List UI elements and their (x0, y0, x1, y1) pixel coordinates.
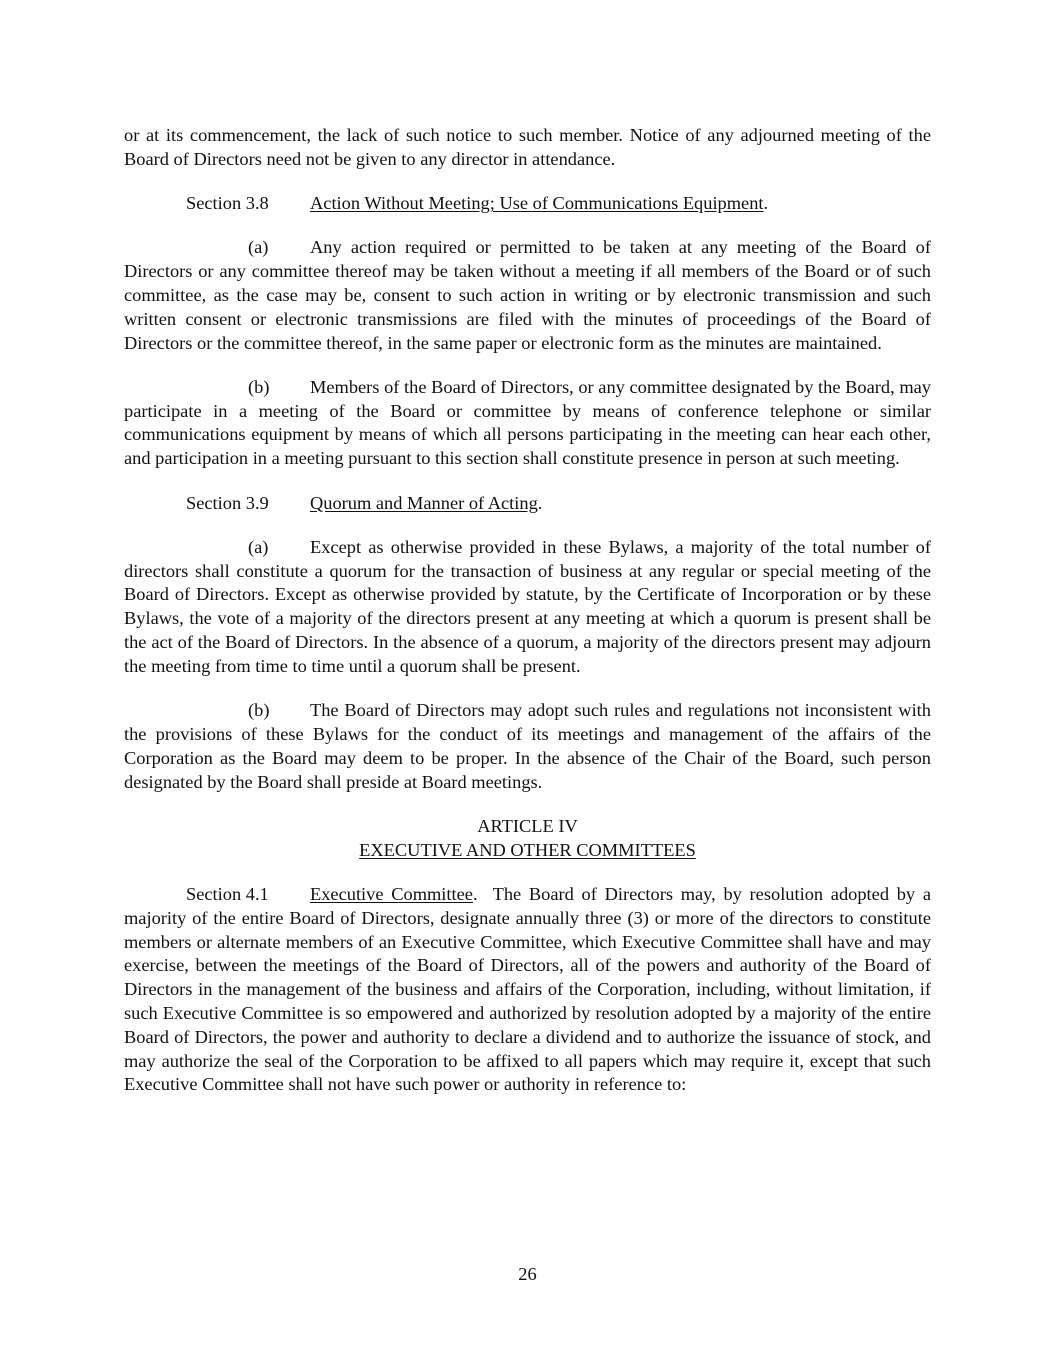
section-3-9-b-text: The Board of Directors may adopt such rules and regulations not inconsistent with the provisions of these Bylaws for the conduct of its meetings and management of the affairs of the Corporation as the Board may deem to be proper. In the absence of the Chair of the Board, such person designated by the Board shall preside at Board meetings. (124, 700, 931, 792)
section-3-9-number: Section 3.9 (186, 492, 269, 513)
article-4-heading: ARTICLE IV (477, 815, 578, 836)
section-3-8-number: Section 3.8 (186, 193, 269, 214)
section-4-1-text: The Board of Directors may, by resolution adopted by a majority of the entire Board of Directors, designate annually three (3) or more of the directors to constitute members or alternate members of an Executive Committee, which Executive Committee shall have and may exercise, between the meetings of the Board of Directors, all of the powers and authority of the Board of Directors in the management of the business and affairs of the Corporation, including, without limitation, if such Executive Committee is so empowered and authorized by resolution adopted by a majority of the entire Board of Directors, the power and authority to declare a dividend and to authorize the issuance of stock, and may authorize the seal of the Corporation to be affixed to all papers which may require it, except that such Executive Committee shall not have such power or authority in reference to: (124, 883, 931, 1095)
section-3-9-title: Quorum and Manner of Acting (310, 492, 538, 513)
section-4-1-title: Executive Committee (310, 883, 473, 904)
article-4-title (124, 839, 931, 863)
section-3-8-a-label: (a) (248, 237, 269, 258)
section-3-8-b (124, 376, 931, 471)
section-3-9-b-label: (b) (248, 700, 270, 721)
section-3-9-heading: Section 3.9 Quorum and Manner of Acting. (124, 492, 931, 516)
section-3-8-title: Action Without Meeting; Use of Communications Equipment (310, 193, 764, 214)
section-3-9-a-text: Except as otherwise provided in these Bylaws, a majority of the total number of directors shall constitute a quorum for the transaction of business at any regular or special meeting of the Board of Directors. Except as otherwise provided by statute, by the Certificate of Incorporation or by these Bylaws, the vote of a majority of the directors present at any meeting at which a quorum is present shall be the act of the Board of Directors. In the absence of a quorum, a majority of the directors present may adjourn the meeting from time to time until a quorum shall be present. (124, 536, 931, 676)
section-3-9-a (124, 536, 931, 679)
article-4-title-text: EXECUTIVE AND OTHER COMMITTEES (359, 839, 696, 860)
section-3-9-b (124, 699, 931, 794)
section-4-1-number: Section 4.1 (186, 883, 269, 904)
section-3-8-a (124, 236, 931, 355)
section-3-8-b-text: Members of the Board of Directors, or any committee designated by the Board, may participate in a meeting of the Board or committee by means of conference telephone or similar communications equipment by means of which all persons participating in the meeting can hear each other, and participation in a meeting pursuant to this section shall constitute presence in person at such meeting. (124, 376, 931, 469)
section-3-9-a-label: (a) (248, 536, 269, 557)
section-3-8-heading: Section 3.8 Action Without Meeting; Use of Communications Equipment. (124, 192, 931, 216)
document-page (124, 124, 931, 1097)
section-4-1: Section 4.1 Executive Committee. The Board of Directors may, by resolution adopted by a majority of the entire Board of Directors, designate annually three (3) or more of the directors to constitute members or alternate members of an Executive Committee, which Executive Committee shall have and may exercise, between the meetings of the Board of Directors, all of the powers and authority of the Board of Directors in the management of the business and affairs of the Corporation, including, without limitation, if such Executive Committee is so empowered and authorized by resolution adopted by a majority of the entire Board of Directors, the power and authority to declare a dividend and to authorize the issuance of stock, and may authorize the seal of the Corporation to be affixed to all papers which may require it, except that such Executive Committee shall not have such power or authority in reference to: (124, 883, 931, 1095)
intro-paragraph: or at its commencement, the lack of such notice to such member. Notice of any adjourned meeting of the Board of Directors need not be given to any director in attendance. (124, 125, 931, 169)
section-3-8-a-text: Any action required or permitted to be taken at any meeting of the Board of Directors or any committee thereof may be taken without a meeting if all members of the Board or of such committee, as the case may be, consent to such action in writing or by electronic transmission and such written consent or electronic transmissions are filed with the minutes of proceedings of the Board of Directors or the committee thereof, in the same paper or electronic form as the minutes are maintained. (124, 237, 931, 353)
page-number: 26 (518, 1264, 537, 1284)
section-3-8-b-label: (b) (248, 376, 270, 397)
